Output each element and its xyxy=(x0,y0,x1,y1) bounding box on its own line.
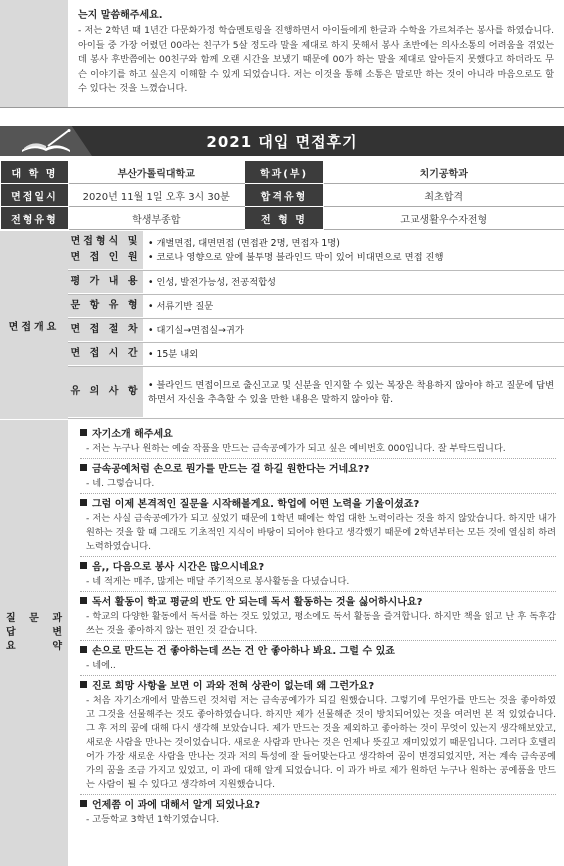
overview-row-value xyxy=(148,231,558,270)
question xyxy=(80,799,556,813)
overview-line: • 15분 내외 xyxy=(148,348,199,360)
univ-label: 대 학 명 xyxy=(1,161,69,184)
info-row xyxy=(1,161,564,184)
label-line xyxy=(6,612,62,626)
univ-value xyxy=(68,161,244,184)
question xyxy=(80,561,556,575)
overview-line: • 대기실→면접실→귀가 xyxy=(148,324,244,336)
overview-row-label: 면접형식 및 면 접 인 원 xyxy=(68,231,144,270)
result-label: 합격유형 xyxy=(244,184,324,207)
overview-section-label: 면접개요 xyxy=(0,231,68,419)
dept-value-text: 치기공학과 xyxy=(419,168,468,180)
answer: - 네 적게는 매주, 많게는 매달 주기적으로 봉사활동을 다녔습니다. xyxy=(80,575,556,592)
question-text: 손으로 만드는 건 좋아하는데 쓰는 건 안 좋아하나 봐요. 그럴 수 있죠 xyxy=(92,646,395,657)
overview-row-duration xyxy=(68,343,564,367)
overview-row-evaluation xyxy=(68,271,564,295)
overview-row-procedure xyxy=(68,319,564,343)
date-value: 2020년 11월 1일 오후 3시 30분 xyxy=(68,184,244,207)
overview-line: • 코로나 영향으로 앞에 불투명 블라인드 막이 있어 비대면으로 면접 진행 xyxy=(148,251,444,263)
question xyxy=(80,596,556,610)
info-row xyxy=(1,207,564,230)
label-char: 답 xyxy=(6,627,16,638)
previous-qa-content xyxy=(68,0,564,108)
overview-row-label: 유 의 사 항 xyxy=(68,367,144,418)
square-bullet-icon xyxy=(80,597,87,604)
page-title: 2021 대입 면접후기 xyxy=(206,133,358,151)
answer: - 저는 사실 금속공예가가 되고 싶었기 때문에 1학년 때에는 학업 대한 노력이라는 것을 하지 않았습니다. 하지만 내가 원하는 것을 할 때 그래도 기초적인 지식이 바탕이 되어야 한다고 생각했기 때문에 2학년부터는 모든 것에 열심히 하려 노력하였습니다. xyxy=(80,512,556,557)
previous-question: 는지 말씀해주세요. xyxy=(78,10,163,21)
label-char: 변 xyxy=(52,627,62,638)
type-label: 전형유형 xyxy=(1,207,69,230)
answer: - 학교의 다양한 활동에서 독서를 하는 것도 있었고, 평소에도 독서 활동을 즐겨합니다. 하지만 책을 읽고 난 후 독후감 쓰는 것을 좋아하지 않는 편인 것 같습니다. xyxy=(80,610,556,641)
label-char: 과 xyxy=(52,613,62,624)
label-char: 질 xyxy=(6,613,16,624)
question-text: 금속공예처럼 손으로 뭔가를 만드는 걸 하길 원한다는 거네요?? xyxy=(92,464,370,475)
label-char: 문 xyxy=(29,613,39,624)
question-text: 음,, 다음으로 봉사 시간은 많으시네요? xyxy=(92,562,265,573)
answer: - 고등학교 3학년 1학기였습니다. xyxy=(86,814,220,825)
overview-row-question-type xyxy=(68,295,564,319)
info-table xyxy=(0,160,564,230)
title-banner xyxy=(0,126,564,158)
square-bullet-icon xyxy=(80,429,87,436)
square-bullet-icon xyxy=(80,562,87,569)
question-text: 언제쯤 이 과에 대해서 알게 되었나요? xyxy=(92,800,261,811)
square-bullet-icon xyxy=(80,464,87,471)
dept-value xyxy=(324,161,564,184)
overview-line: • 인성, 발전가능성, 전공적합성 xyxy=(148,276,277,288)
question xyxy=(80,498,556,512)
qa-section-label-cell xyxy=(0,420,68,866)
interview-overview xyxy=(0,231,564,419)
univ-value-text: 부산가톨릭대학교 xyxy=(117,168,195,180)
qa-section-label xyxy=(6,612,62,654)
answer: - 네에.. xyxy=(80,659,556,676)
label-char: 요 xyxy=(6,641,16,652)
qa-summary xyxy=(0,420,564,866)
question xyxy=(80,428,556,442)
question xyxy=(80,645,556,659)
overview-line: • 서류기반 질문 xyxy=(148,300,214,312)
label-char: 약 xyxy=(52,641,62,652)
info-row xyxy=(1,184,564,207)
previous-qa-block xyxy=(0,0,564,108)
overview-row-value xyxy=(148,295,558,318)
qa-list xyxy=(80,426,556,833)
track-label: 전 형 명 xyxy=(244,207,324,230)
overview-line: • 블라인드 면접이므로 출신고교 및 신분을 인지할 수 있는 복장은 착용하지 않아야 하고 질문에 답변하면서 자신을 추측할 수 있을 만한 내용은 말하지 않아야 함. xyxy=(148,379,555,405)
overview-row-value xyxy=(148,319,558,342)
overview-line: • 개별면접, 대면면접 (면접관 2명, 면접자 1명) xyxy=(148,237,340,249)
divider xyxy=(0,107,564,108)
label-line xyxy=(6,640,62,654)
overview-row-label: 평 가 내 용 xyxy=(68,271,144,294)
square-bullet-icon xyxy=(80,800,87,807)
question-text: 진로 희망 사항을 보면 이 과와 전혀 상관이 없는데 왜 그런가요? xyxy=(92,681,375,692)
square-bullet-icon xyxy=(80,499,87,506)
result-value: 최초합격 xyxy=(324,184,564,207)
overview-row-value xyxy=(148,367,558,418)
dept-label: 학과(부) xyxy=(244,161,324,184)
label-line xyxy=(6,626,62,640)
overview-row-value xyxy=(148,271,558,294)
previous-answer: - 저는 2학년 때 1년간 다문화가정 학습멘토링을 진행하면서 아이들에게 한글과 수학을 가르쳐주는 봉사를 하였습니다. 아이들 중 가장 어렸던 00라는 친구가 5살 정도라 말을 제대로 하지 못해서 봉사 초반에는 의사소통의 어려움을 겪었는데 봉사 후반쯤에는 00친구와 함께 오랜 시간을 보냈기 때문에 00가 하는 말을 제대로 알아듣지 못했다고 하더라도 무슨 이야기를 하고 싶은지 이해할 수 있게 되었습니다. 저는 이것을 통해 소통은 말로만 하는 것이 아니라 마음으로도 할 수 있다는 것을 느꼈습니다. xyxy=(78,25,554,94)
overview-row-label: 면 접 시 간 xyxy=(68,343,144,366)
answer: - 저는 누구나 원하는 예술 작품을 만드는 금속공예가가 되고 싶은 예비번호 000입니다. 잘 부탁드립니다. xyxy=(80,442,556,459)
overview-row-format xyxy=(68,231,564,271)
question xyxy=(80,680,556,694)
overview-row-value xyxy=(148,343,558,366)
type-value: 학생부종합 xyxy=(68,207,244,230)
question xyxy=(80,463,556,477)
square-bullet-icon xyxy=(80,646,87,653)
square-bullet-icon xyxy=(80,681,87,688)
overview-row-notes xyxy=(68,367,564,419)
question-text: 자기소개 해주세요 xyxy=(92,429,173,440)
overview-row-label: 문 항 유 형 xyxy=(68,295,144,318)
date-label: 면접일시 xyxy=(1,184,69,207)
question-text: 독서 활동이 학교 평균의 반도 안 되는데 독서 활동하는 것을 싫어하시나요? xyxy=(92,597,423,608)
previous-section-label-cell xyxy=(0,0,68,108)
overview-row-label: 면 접 절 차 xyxy=(68,319,144,342)
question-text: 그럼 이제 본격적인 질문을 시작해볼게요. 학업에 어떤 노력을 기울이셨죠? xyxy=(92,499,420,510)
answer: - 네. 그렇습니다. xyxy=(80,477,556,494)
answer: - 처음 자기소개에서 말씀드린 것처럼 저는 금속공예가가 되길 원했습니다. 그렇기에 무언가를 만드는 것을 좋아하였고 그것을 선물해주는 것도 좋아하였습니다. 하지만 제가 선물해준 것이 방치되어있는 것을 여러번 본 적 있었습니다. 그 후 저의 꿈에 대해 다시 생각해 보았습니다. 제가 만드는 것을 제외하고 좋아하는 것이 무엇이 있는지 생각해보았고, 새로운 사람을 만나는 것이었습니다. 새로운 사람과 만나는 것은 언제나 뜻깊고 재미있었기 때문입니다. 그러다 호텔리어가 가장 새로운 사람을 만나는 것과 저의 특성에 잘 들어맞는다고 생각하여 꿈이 변경되었지만, 저는 계속 금속공예가의 꿈을 조금 가지고 있었고, 이 과에 대해 알게 되었습니다. 이 과가 바로 제가 원하던 누구나 원하는 공예품을 만드는 사람이 될 수 있다고 생각하여 지원했습니다. xyxy=(80,694,556,795)
track-value: 고교생활우수자전형 xyxy=(324,207,564,230)
